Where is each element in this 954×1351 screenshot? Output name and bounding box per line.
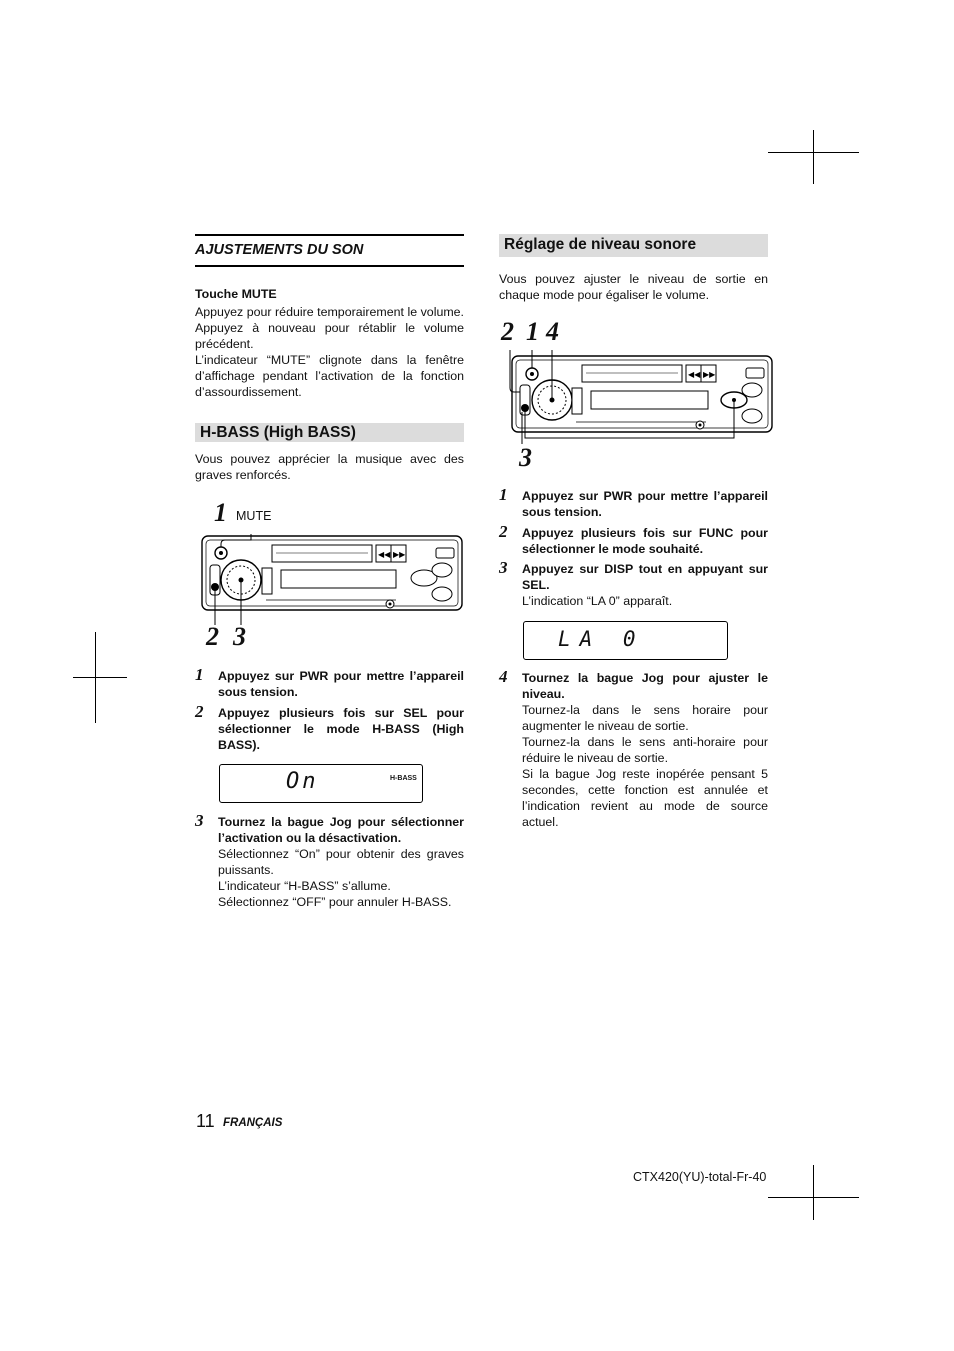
mute-subtitle: Touche MUTE — [195, 287, 277, 301]
step-desc: Tournez-la dans le sens horaire pour augmenter le niveau de sortie. — [522, 703, 768, 733]
step-title: Appuyez sur DISP tout en appuyant sur SEL. — [522, 562, 768, 592]
callout-3: 3 — [519, 443, 532, 472]
hbass-indicator: H-BASS — [390, 775, 417, 782]
hbass-step-2 — [195, 702, 464, 753]
svg-text:▶▶: ▶▶ — [703, 370, 716, 379]
step-number: 4 — [499, 667, 508, 686]
step-title: Tournez la bague Jog pour ajuster le niveau. — [522, 671, 768, 701]
language-label: FRANÇAIS — [223, 1117, 283, 1129]
level-step-1 — [499, 485, 768, 520]
step-title: Appuyez sur PWR pour mettre l’appareil sous tension. — [522, 489, 768, 519]
hbass-step-1 — [195, 665, 464, 700]
step-number: 3 — [195, 811, 204, 830]
crop-mark — [813, 130, 814, 184]
step-title: Tournez la bague Jog pour sélectionner l’activation ou la désactivation. — [218, 815, 464, 845]
step-desc: Si la bague Jog reste inopérée pensant 5 secondes, cette fonction est annulée et l’indication revient au mode de source actuel. — [522, 767, 768, 829]
callout-2: 2 — [206, 622, 219, 651]
level-step-3 — [499, 558, 768, 609]
step-title: Appuyez plusieurs fois sur FUNC pour sélectionner le mode souhaité. — [522, 526, 768, 556]
callout-1: 1 — [214, 498, 227, 527]
page-number: 11 — [196, 1111, 215, 1131]
step-desc: L’indicateur “H-BASS” s’allume. — [218, 879, 391, 893]
hbass-step-3 — [195, 811, 464, 910]
step-desc: L’indication “LA 0” apparaît. — [522, 594, 673, 608]
section-rule-bottom — [195, 265, 464, 267]
hbass-intro: Vous pouvez apprécier la musique avec des graves renforcés. — [195, 452, 464, 482]
step-number: 3 — [499, 558, 508, 577]
step-title: Appuyez sur PWR pour mettre l’appareil sous tension. — [218, 669, 464, 699]
crop-mark — [73, 677, 127, 678]
hbass-heading: H-BASS (High BASS) — [195, 423, 464, 442]
step-desc: Tournez-la dans le sens anti-horaire pour réduire le niveau de sortie. — [522, 735, 768, 765]
level-display — [523, 621, 728, 660]
car-stereo-diagram — [504, 340, 779, 445]
hbass-display — [219, 764, 423, 803]
document-code: CTX420(YU)-total-Fr-40 — [633, 1170, 767, 1184]
step-title: Appuyez plusieurs fois sur SEL pour sélectionner le mode H-BASS (High BASS). — [218, 706, 464, 752]
callout-4: 4 — [546, 317, 559, 346]
callout-3: 3 — [233, 622, 246, 651]
svg-text:▶▶: ▶▶ — [393, 550, 406, 559]
level-step-2 — [499, 522, 768, 557]
callout-1: 1 — [526, 317, 539, 346]
step-number: 2 — [195, 702, 204, 721]
crop-mark — [95, 632, 96, 723]
step-desc: Sélectionnez “On” pour obtenir des graves puissants. — [218, 847, 464, 877]
step-number: 1 — [499, 485, 508, 504]
step-number: 2 — [499, 522, 508, 541]
mute-label: MUTE — [236, 509, 272, 523]
crop-mark — [813, 1165, 814, 1220]
svg-text:◀◀: ◀◀ — [688, 370, 701, 379]
section-rule-top — [195, 234, 464, 236]
step-desc: Sélectionnez “OFF” pour annuler H-BASS. — [218, 895, 452, 909]
level-intro: Vous pouvez ajuster le niveau de sortie en chaque mode pour égaliser le volume. — [499, 272, 768, 302]
section-title: AJUSTEMENTS DU SON — [195, 242, 364, 258]
display-readout: LA 0 — [558, 627, 645, 651]
mute-indicator-paragraph: L’indicateur “MUTE” clignote dans la fenêtre d’affichage pendant l’activation de la fonction d’assourdissement. — [195, 353, 464, 399]
mute-paragraph: Appuyez pour réduire temporairement le volume. Appuyez à nouveau pour rétablir le volume précédent. — [195, 305, 464, 351]
display-readout: On — [286, 769, 319, 794]
level-heading: Réglage de niveau sonore — [499, 234, 768, 257]
car-stereo-diagram — [196, 520, 466, 628]
level-step-4 — [499, 667, 768, 830]
svg-text:◀◀: ◀◀ — [378, 550, 391, 559]
callout-2: 2 — [501, 317, 514, 346]
step-number: 1 — [195, 665, 204, 684]
